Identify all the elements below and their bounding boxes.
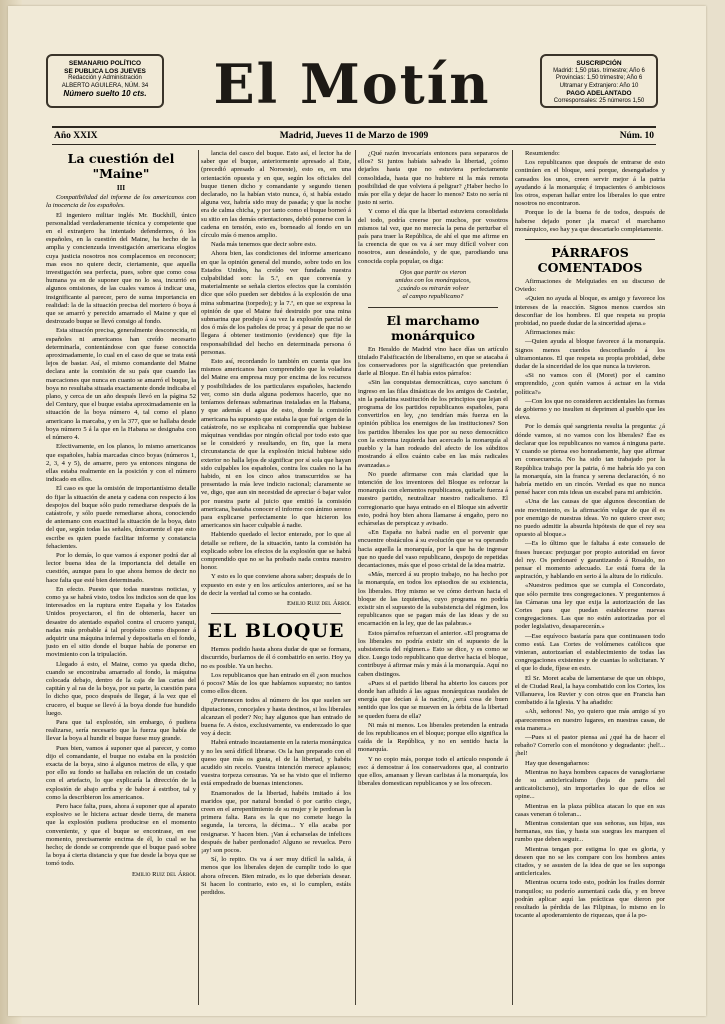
masthead [42,48,660,120]
paragraph: Sí, lo repito. Os va á ser muy difícil la salida, á menos que los liberales dejen de cumplir todo lo que ahora ofrecen. Bien mirado, es lo que deberíais desear. Si hacen lo contrario, esto es, si lo cumplen, estáis perdidos. [201,856,351,897]
publication-info-box [46,54,164,108]
paragraph: —Es lo último que le faltaba á este consuelo de frases huecas: prejuzgar por propio autoridad en favor del rey. Os perdonaré y garantizando á Rosaldo, no pensar el momento adecuado. Le está fuera de la aspiración, y hablando en serio á la altura de lo ridículo. [515,540,665,581]
paragraph: —Con los que no consideren accidentales las formas de gobierno y no insulten ni deprimen al pueblo que les eleva. [515,397,665,422]
column-4 [515,150,665,1005]
paragraph: Mientras en la plaza pública atacan lo que en sus casas veneran ó toleran... [515,802,665,818]
article-heading: El marchamo monárquico [386,312,480,343]
paragraph: Por lo demás, lo que vamos á exponer podrá dar al lector buena idea de la importancia del detalle en cuestión, aunque para lo que ahora hemos de decir no hace falta que esté bien determinado. [46,551,196,584]
divider [525,239,655,240]
paragraph: Resumiendo: [525,150,560,157]
subscription-box [540,54,658,108]
divider [368,307,498,308]
paragraph: Enamorados de la libertad, habéis imitado á los maridos que, por natural bondad ó por cariño ciego, creen en el arrepentimiento de su mujer y le perdonan la primera falta. Rara es la que no comete luego la segunda, la tercera, la décima... Y ella acaba por resignarse. Y hacen bien. ¡Van á echarselas de infelices después de haber perdonado! Alguno se revuelca. Pero ¡ay! son pocos. [201,789,351,855]
section-number: III [116,184,126,192]
paragraph: «Una de las causas de que algunos descontían de este movimiento, es la afirmación vulgar de que él es por enemigo de nuestras ideas. Yo no quiero creer eso; no puedo admitir la absurda hipótesis de que el rey sea opuesto al bloque.» [515,498,665,539]
paragraph: En efecto. Puesto que todas nuestras noticias, y como ya se habrá visto, todos los indicios son de que los interesados en la ruptura entre España y los Estados Unidos proyectaron, el fin de obtenerla, hacer un desastre do atentado español contra el crucero yanqui, nadas más probable á tal propósito como disponer á adquirir una máquina infernal y depositarla en el fondo, justo en el sitio donde el buque había de ponerse en movimiento con la tripulación. [46,585,196,659]
paragraph: Mientras consientan que sus señoras, sus hijas, sus hermanas, sus tías, y hasta sus suegras les marquen el rumbo que deben seguir... [515,820,665,844]
paragraph: Hay que desengañarnos: [525,759,590,767]
paragraph: Esto así, recordando lo también en cuenta que los mismos americanos han comprendido que la voladura del Maine era empresa muy por encima de los recursos y posibilidades de los particulares españoles, haciendo ver, como sin duda alguna podemos hacerlo, que no teníamos defensas submarinas instaladas en la Habana, y que además el agua de esto, donde la comisión americana ha supuesto que estaba la que fué origen de la catástrofe, no se explicaba ni comprendía que hubiese máquinas vendidas por ningún oficial por todo esto que se le consideró y resultando, en fin, que la mera circunstancia de que la explosión inicial hubiese sido exterior no halla lejos de significar por sí sola que hayan sido culpables los españoles, contra los cuales no la ha habido, ni en los cinco años transcurridos se ha presentado la más leve indicio racional; claramente se ve, digo, que aun sin necesidad de apreciar ó bajar valor por nuestra parte al juicio que emitió la comisión americana, bastaba conocer el informe con ánimo sereno para explicarse perfectamente lo que hicieron los americanos sin hacer culpable á nadie. [201,358,351,530]
info-line: ALBERTO AGUILERA, NÚM. 34 [61,82,149,89]
paragraph: Pero hace falta, pues, ahora á suponer que al aparato explosivo se le hiciera actuar desde tierra, de manera que la explosión pudiera producirse en el momento conveniente, y que el buque se encontrase, en ese momento, precisamente encima de él, lo cual se ha hecho; de donde se comprende que el buque pasó sobre la boya á cierta distancia y que fue desde la boya que se tomó todo. [46,803,196,868]
article-heading: PÁRRAFOS COMENTADOS [537,245,643,276]
paragraph: El caso es que la omisión de importantísimo detalle do fijar la situación de aneta y cadena con respecto á los despojos del buque sólo pudo remediarse después de la catástrofe, y sólo puede remediarse ahora, conociendo de antemano con exactitud la situación de la boya, dato del que, según todas las señales, únicamente el que esto escribe es quien puede facilitar informe y constancia fehacientes. [46,485,196,550]
paragraph: Los republicanos que después de entrarse de esto continúen en el bloque, será porque, desengañados y cansados los unos, creen servir mejor á la patria ayudando á la monarquía; é impacientes ó ambiciosos los otros, esperan hallar entre los liberales lo que entre nosotros no encontraron. [515,159,665,208]
paragraph: Efectivamente, en los planos, lo mismo americanos que españoles, había marcadas cinco boyas (números 1, 2, 3, 4 y 5), de amarre, pero ya entonces ninguna de ellas estaba realmente en la posición y con el número indicado en ellos. [46,443,196,484]
paragraph: Estos párrafos refuerzan el anterior. «El programa de los liberales no podría existir sin el supuesto de la subsistencia del régimen.» Esto se dice, y es como se dice. Luego todo republicano que derive hacia el bloque, contribuye á afirmar más y más á la monarquía. Aquí no caben distingos. [358,629,508,678]
paragraph: «Nuestros pedimos que se cumpla el Concordato, que sólo permite tres congregaciones. Y preguntemos á las Cámaras una ley que exija la autorización de las Cortes para que puedan establecerse nuevas congregaciones. Las que no estén autorizadas por el poder legislativo, desaparecerán.» [515,582,665,631]
paragraph: Nada más tenemos que decir sobre esto. [211,241,317,249]
paragraph: Ahora bien, las condiciones del informe americano en que la opinión general del mundo, sobre todo en los Estados Unidos, ha creído ver fundada nuestra culpabilidad son: la 5.ª, en que convenía y materialmente se señala ciertos efectos que la comisión dice que sólo pueden ser debidos á la explosión de una mina submarina (torpedo); y la 7.ª, en que se expresa la opinión de que el Maine fué destruido por una mina submarina que produjo á su vez la explosión parcial de dos ó más de los pañoles de proa; y á pesar de que no se llegara á obtener testimonio (evidence) que fije la responsabilidad del hecho en determinada persona ó personas. [201,250,351,356]
column-rule [198,150,199,1005]
column-rule [512,150,513,1005]
paragraph: —Pues si el pastor piensa así ¿qué ha de hacer el rebaño? Correrlo con el monótono y degradante: ¡hel!...¡hel! [515,734,665,758]
paragraph: Mientras no haya hombres capaces de vanagloriarse de su anticlericalismo (hoja de parra del anticatolicismo), sin importarles lo que de ellos se opine... [515,768,665,801]
paragraph: Habrá entrado incautamente en la rateria monárquica y no les será difícil librarse. Os la han preparado con el queso que más os gusta, el de la libertad, y habéis acudido sin recelo. Vuestra intención merece aplausos; vuestra torpeza censuras. Ya se ha visto que el infierno está empedrado de buenas intenciones. [201,739,351,788]
paragraph: No puede afirmarse con más claridad que la intención de los inventores del Bloque es reforzar la monarquía con elementos republicanos, quitarle fuerza á nuestro partido, neutralizar nuestro radicalismo. El corregionario que haya entrado en el Bloque sin advertir esto, podrá hoy bien ahora llamarse á engaño, pero no echárselas de perspicaz y avisado. [358,470,508,527]
paragraph: Y no copio más, porque todo el artículo responde á eso: á demostrar á los conservadores que, al contrario que ellos, amansan y llevan carlistas á la monarquía, los liberales domestican republicanos y se los ofrecen. [358,755,508,788]
column-3 [358,150,508,1005]
paragraph: lancia del casco del buque. Esto así, el lector ha de saber que el buque, anteriormente apresado al Este, (precedió apresado al Noroeste), esto es, en una orientación opuesta y en que, según los oficiales del buque tienen dicho y comandante y segundo tienen declarado, no la habían visto nunca, ó, si había estado alguna vez, habría sido muy de pasada; y que la noche era de calma chicha, y por tanto como el buque borneó á su sitio en las demás orientaciones, debió ponerse con la cadena en tensión, esto es, borneado al fondo en un círculo más ó menos amplio. [201,150,351,240]
verse-line: al campo republicano? [402,293,464,301]
column-1 [46,150,196,1005]
paragraph: Porque lo de la buena fe de todos, después de haberse dejado poner ¡la marca! el marchamo monárquico, eso hay ya que descartarlo completamente. [515,209,665,233]
article-heading: La cuestión del "Maine" [67,151,175,181]
paragraph: Por lo demás qué sangrienta resulta la pregunta: ¿á dónde vamos, si no vamos con los liberales? Ése es declarar que los republicanos no vamos á ninguna parte. Y cuando se piensa eso honradamente, hay que afirmar en consecuencia. No ha sido tan trabajado por la República trabajo por la patria, ó me habría ido ya con la monarquía, sin la franca y serena declaración, ó no habría metido en un rincón. Verdad es que no nunca pensé hacer con mis ideas un escabel para mi ambición. [515,423,665,497]
issue-number: Núm. 10 [619,131,654,141]
column-rule [355,150,356,1005]
info-line: SE PUBLICA LOS JUEVES [64,67,146,75]
divider [211,613,341,614]
paragraph: Hemos podido hasta ahora dudar de que se formara, discurrido, burlarnos de él ó combatirlo en serio. Hoy ya no es posible. Ya un hecho. [201,646,351,670]
subscription-line: PAGO ADELANTADO [566,90,632,97]
paragraph: «Ah, señores! No, yo quiero que más amigo sí yo apareceremos en nuestro lugares, en nuestras casas, de esta manera.» [515,708,665,732]
paragraph: Esta situación precisa, generalmente desconocida, ni españoles ni americanos han creído necesario determinarla, contentándose con que fuese conocida aproximadamente, lo cual en el caso de que se trata está lejos de bastar. Así, el mismo comandante del Maine declara ante la comisión de su país que cuando las marcaciones que nunca en cuanto se amarró el buque, la boya no resultaba situada exactamente donde indicaba el plano, y cerca de un año después llevó en la página 52 del Century, que el buque estaba aproximadamente en la situación de la boya número 4, tal como el plano americano la marcaba, y en la 377, que se hallaba desde boya número 5 á la que en la Habana se designaba con el número 4. [46,327,196,442]
paragraph: «Pues si el partido liberal ha abierto los cauces por donde han afluido á las aguas monárquicas raudales de energía que decían á la nación, ¿será cosa de buen sentido que los que se mueven en la órbita de la libertad se queden fuera de ella? [358,679,508,720]
signature: Emilio Ruiz del Árbol [287,599,351,607]
issue-date: Madrid, Jueves 11 de Marzo de 1909 [279,131,429,141]
verse-line: Ojos que partir os vieron [399,268,467,276]
verse-line: unidos con los monárquicos, [395,277,471,285]
paragraph: Los republicanos que han entrado en él ¿son muchos ó pocos? Más de los que habíamos supuesto; no tantos como ellos dicen. [201,671,351,696]
signature: Emilio Ruiz del Árbol [132,870,196,878]
subscription-line: Corresponsales: 25 números 1,50 [553,97,645,104]
paragraph: ¿Qué razón invocaríais entonces para separaros de ellos? Si juntos habíais salvado la libertad, ¿cómo dejarlos hasta que no estuviera perfectamente consolidada, hasta que no hubiere ni la más remota posibilidad de que volviera á peligrar? ¿Haber hecho lo más por ella y dejar de hacer lo menos? Esto no sería ni justo ni serio. [358,150,508,207]
paragraph: Afirmaciones de Melquiades en su discurso de Oviedo: [515,278,665,294]
paragraph: «Si no vamos con él (Moret) por el camino emprendido, ¿con quién vamos á actuar en la vida política?» [515,372,665,396]
paragraph: —Ese equívoco bastaría para que continuasen todo como está. Las Cortes de volúmenes católicos que vinieran, autorizarían el establecimiento de todas las congregaciones existentes y de cuantas lo solicitaran. Y el que lo dude, fíjese en esto. [515,632,665,673]
verse [358,269,508,302]
paragraph: Compatibilidad del informe de los americanos con la inocencia de los españoles. [46,194,196,210]
column-2 [201,150,351,1005]
verse-line: ¿cuándo os mirarán volver [397,285,469,293]
paragraph: El ingeniero militar inglés Mr. Buckhill, único personalidad verdaderamente técnica y competente que en el extranjero ha intentado defendernos, ó los españoles, en la cuestión del Maine, ha hecho de la amplia y concienzuda investigación americana elogios cuya justicia nosotros nos complacemos en reconocer; mas esos no quiere decir, ciertamente, que aquella investigación sea perfecta, pues, sobre que como cosa humana ya en de suponer que no lo sea, incurrió en algunos omisiones, de las cuales vamos á indicar una, insignificante al parecer, pero de suma importancia en realidad: la de la situación precisa del mortero ó boya á que se amarró y perecido amarrado el Maine y que el destrozado buque se llevó consigo al fondo. [46,211,196,326]
subscription-line: Madrid: 1,50 ptas. trimestre; Año 6 [553,67,645,74]
paragraph: Afirmaciones más: [525,329,575,337]
newspaper-title: El Motín [213,52,491,116]
paragraph: Para que tal explosión, sin embargo, ó pudiera realizarse, sería necesario que la fuerza que había de llevar la boya al hundir el buque fuese muy grande. [46,719,196,743]
paragraph: «En España no habrá nadie en el porvenir que encuentre obstáculos á su evolución que se va operando hacia aquella la monarquía, por la que ha de ingresar que no quede del vaso republicano, despojo de repetidas decantaciones, más que el poso cristal de la idea matriz. [358,529,508,569]
paragraph: En Heraldo de Madrid vino hace días un artículo titulado Falsificación de liberalismo, en que se atacaba á los conservadores por la significación que pretendían darle al Bloque. En él había estos párrafos: [358,345,508,378]
paragraph: «Quien no ayuda al bloque, es amigo y favorece los intereses de la reacción. Signos menos cuerdos sin desconfiar de los hombres. El que respeta su propia probidad, no puede dudar de la sinceridad ajena.» [515,295,665,328]
paragraph: Ni más ni menos. Los liberales pretenden la entrada de los republicanos en el bloque; porque ello significa la caída de la República, y no en sentido hacia la monarquía. [358,721,508,754]
paragraph: «Más, merced á su propio trabajo, no ha hecho por la monarquía, en todos los episodios de su existencia, los liberales. Hoy mismo se ve cómo derivan hacia el bloque de las izquierdas, cuyo programa no podría existir sin el supuesto de la subsistencia del régimen, los republicanos que se pagan más de las ideas y de su encarnación en la ley, que de las palabras.» [358,571,508,628]
paragraph: Mientras ocurra todo esto, podrán los frailes dormir tranquilos; su poderío aumentará cada día, y en breve podrán aplicar aquí las prácticas que dieron por resultado la pérdida de las Filipinas, lo mismo en lo tocante al apoderamiento de riquezas, que á la po- [515,879,665,920]
subscription-title: SUSCRIPCIÓN [576,60,622,67]
paragraph: ¿Pertenecen todos al número de los que suelen ser diputaciones, concejales y hasta destinos, si los liberales alcanzan el poder? No; hay algunos que han entrado de buena fe. A éstos, exclusivamente, va enderezado lo que voy á decir. [201,697,351,738]
info-line: Redacción y Administración [68,75,142,81]
subscription-line: Ultramar y Extranjero: Año 10 [559,82,639,89]
issue-year: Año XXIX [54,131,98,141]
subscription-line: Provincias: 1,50 trimestre; Año 6 [555,75,643,81]
dateline [52,126,656,145]
article-heading: EL BLOQUE [207,620,345,643]
paragraph: Llegado á esto, el Maine, como ya queda dicho, cuando se encontraba amarrado al fondo, la máquina colocada debajo, dentro de la caja de las cartas del capitán y al ras de la boya, por su parte, la cuestión para lo dicho que, poco después de llegar, á la vez que el crucero, el buque se llevó á la boya donde fue hundido luego. [46,660,196,717]
paragraph: Mientras tengan por estigma lo que es gloria, y deseen que no se les compare con los hombres antes citados, y se asusten de la idea de que se les suponga anticlericales. [515,845,665,878]
paragraph: Pues bien, vamos á suponer que al parecer, y como dijo el comandante, el buque no estaba en la posición exacta de la boya, sino á algunos metros de ella, y que por ello su fondo se hallaba en relación de un costado con el artefacto, lo que explicaría la dirección de la explosión de abajo arriba y de babor á estribor, tal y como la describieron los americanos. [46,744,196,801]
paragraph: El Sr. Moret acaba de lamentarse de que un obispo, el de Ciudad Real, la haya combatido con los Cortes, los Villanueva, los Ruvier y con otros que en Francia han combatido á la Iglesia. Y ha añadido: [515,674,665,707]
price-line: Número suelto 10 cts. [63,89,147,98]
paragraph: —Quien ayuda al bloque favorece á la monarquía. Signos menos cuerdos desconfiando á los ultramontanos. El que respeta su propia probidad, debe dudar de la sinceridad de los que nunca la tuvieron. [515,338,665,371]
paragraph: Y esto es lo que conviene ahora saber; después de lo expuesto en este y en los artículos anteriores, así se ha de decir la verdad tal como se ha contado. [201,573,351,597]
info-line: SEMANARIO POLÍTICO [68,60,142,67]
paragraph: Habiendo quedado el lector enterado, por lo que al detalle se refiere, de la situación, tanto la comisión ha explicado sobre los efectos de la explosión que se habrá comprendido que no se ha probado nada contra nuestro honor. [201,531,351,572]
paragraph: Y como el día que la libertad estuviera consolidada del todo, podría creerse por muchos, por vosotros mismos tal vez, que no merecía la pena de perturbar el país para traer la República, de ahí el que me afirme en la creencia de que os va á ser muy difícil volver con nosotros, aun deseándolo, y de que, parodiando una conocida copla popular, os diga: [358,208,508,265]
paragraph: «Sin las conquistas democráticas, cuyo sanctum ó ingreso en las filas dinásticas de los amigos de Castelar, sin la paulatina sustitución de los principios que lejan el programa de los partidos republicanos españoles, para convertirlos en ley, ¿no tendrían más fuerza en la opinión pública los enemigos de las instituciones? Son los partidos liberales los que por su nexo democrático con la extrema izquierda han acercado la monarquía al pueblo y la han rodeado del afecto de los súbditos mostrando á ellos cuánto cabe en las más radicales avanzadas.» [358,379,508,469]
